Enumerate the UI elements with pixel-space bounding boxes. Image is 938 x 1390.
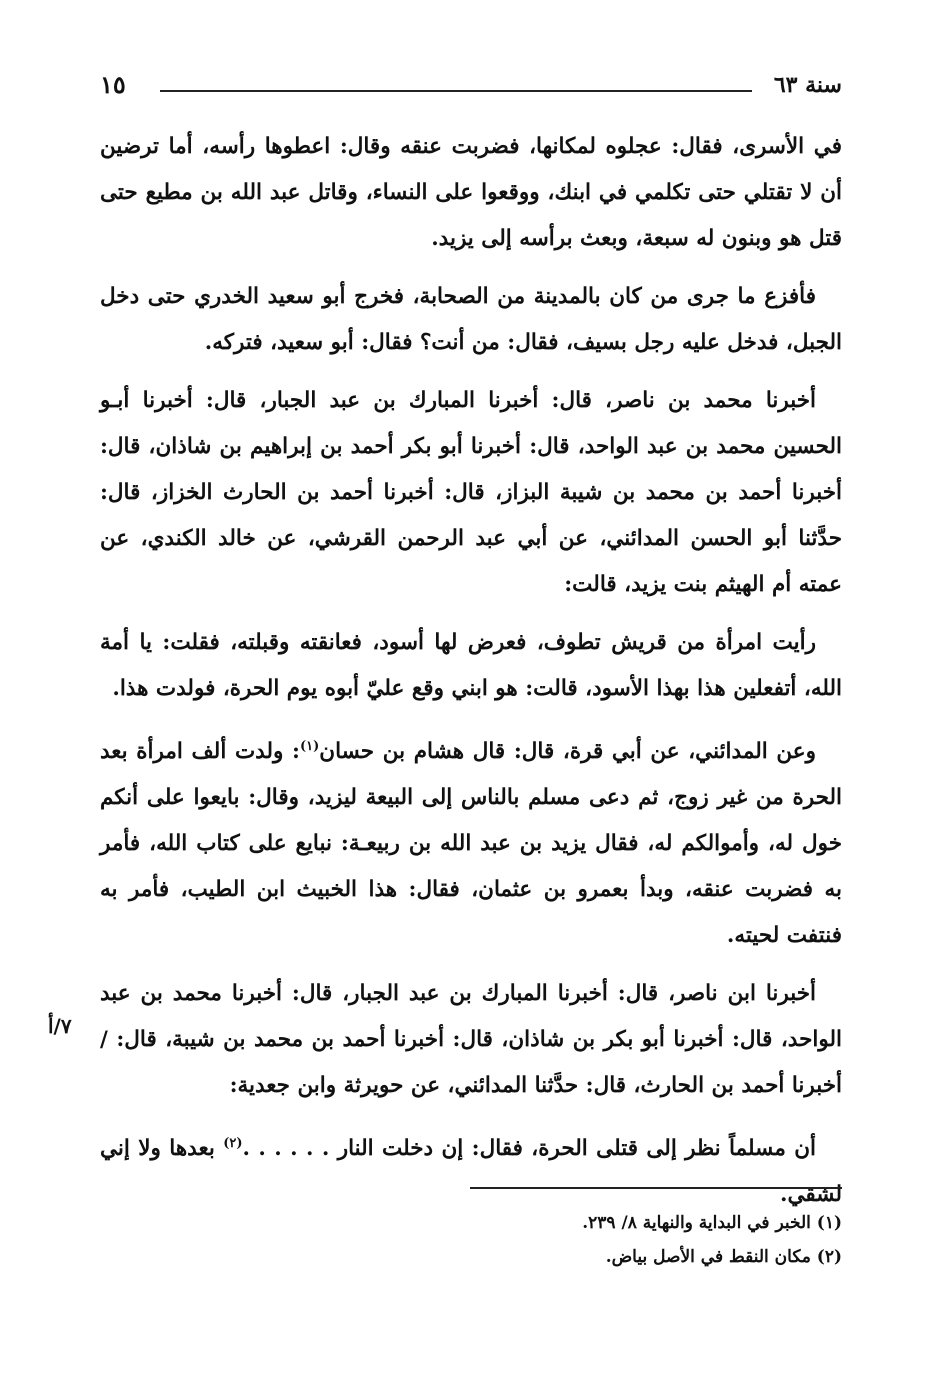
paragraph-1: في الأسرى، فقال: عجلوه لمكانها، فضربت عنقه وقال: اعطوها رأسه، أما ترضين أن لا تقتلي حتى تكلمي في ابنك، ووقعوا على النساء، وقاتل عبد الله بن مطيع حتى قتل هو وبنون له سبعة، وبعث برأسه إلى يزيد. — [100, 134, 842, 251]
paragraph-2: فأفزع ما جرى من كان بالمدينة من الصحابة، فخرج أبو سعيد الخدري حتى دخل الجبل، فدخل عليه رجل بسيف، فقال: من أنت؟ فقال: أبو سعيد، فتركه. — [100, 284, 842, 355]
header-rule — [160, 90, 752, 92]
paragraph-5-text-a: وعن المدائني، عن أبي قرة، قال: قال هشام بن حسان — [319, 739, 816, 765]
paragraph-7-text-b: بعدها ولا إني لشقي. — [100, 1136, 842, 1208]
folio-margin-note: ٧/أ — [48, 1014, 72, 1038]
footnotes — [100, 1206, 842, 1274]
page-number: ١٥ — [100, 70, 126, 99]
footnote-ref-1: (١) — [299, 739, 320, 754]
paragraph-6: أخبرنا ابن ناصر، قال: أخبرنا المبارك بن عبد الجبار، قال: أخبرنا محمد بن عبد الواحد، قال: أخبرنا أبو بكر بن شاذان، قال: أخبرنا أحمد بن محمد بن شيبة، قال: / أخبرنا أحمد بن الحارث، قال: حدَّثنا المدائني، عن حويرثة وابن جعدية: — [100, 981, 842, 1099]
paragraph-4: رأيت امرأة من قريش تطوف، فعرض لها أسود، فعانقته وقبلته، فقلت: يا أمة الله، أتفعلين هذا بهذا الأسود، قالت: هو ابني وقع عليّ أبوه يوم الحرة، فولدت هذا. — [100, 630, 842, 701]
paragraph-5-text-b: : ولدت ألف امرأة بعد الحرة من غير زوج، ثم دعى مسلم بالناس إلى البيعة ليزيد، وقال: بايعوا على أنكم خول له، وأموالكم له، فقال يزيد بن عبد الله بن ربيعـة: نبايع على كتاب الله، فأمر به فضربت عنقه، وبدأ بعمرو بن عثمان، فقال: هذا الخبيث ابن الطيب، فأمر به فنتفت لحيته. — [100, 739, 842, 949]
footnote-ref-2: (٢) — [223, 1136, 243, 1152]
running-header — [100, 68, 842, 108]
header-year: سنة ٦٣ — [773, 72, 842, 98]
footnote-1: (١) الخبر في البداية والنهاية ٨/ ٢٣٩. — [582, 1213, 842, 1233]
footnote-2: (٢) مكان النقط في الأصل بياض. — [605, 1247, 842, 1267]
footnote-rule — [470, 1187, 842, 1189]
paragraph-7 — [100, 1121, 842, 1218]
paragraph-7-text-a: أن مسلماً نظر إلى قتلى الحرة، فقال: إن دخلت النار . . . . . . — [242, 1136, 816, 1162]
paragraph-3: أخبرنا محمد بن ناصر، قال: أخبرنا المبارك بن عبد الجبار، قال: أخبرنا أبـو الحسين محمد بن عبد الواحد، قال: أخبرنا أبو بكر أحمد بن إبراهيم بن شاذان، قال: أخبرنا أحمد بن محمد بن شيبة البزاز، قال: أخبرنا أحمد بن الحارث الخزاز، قال: حدَّثنا أبو الحسن المدائني، عن أبي عبد الرحمن القرشي، عن خالد الكندي، عن عمته أم الهيثم بنت يزيد، قالت: — [100, 388, 842, 597]
main-text — [100, 124, 842, 1230]
paragraph-5 — [100, 724, 842, 959]
